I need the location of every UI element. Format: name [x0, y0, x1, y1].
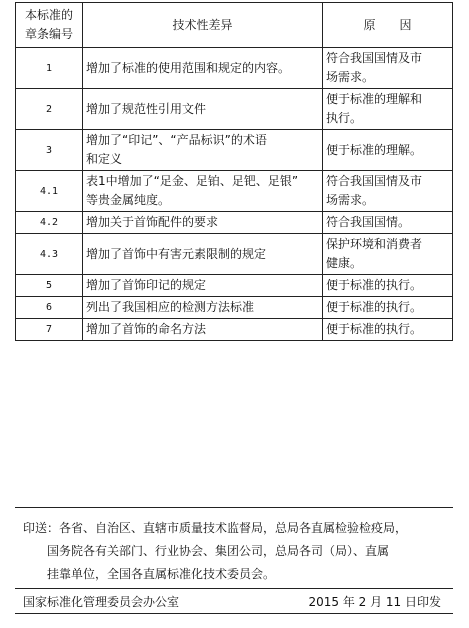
difference-cell — [83, 89, 323, 130]
difference-cell — [83, 319, 323, 341]
reason-line: 便于标准的执行。 — [326, 300, 423, 314]
reason-line: 便于标准的理解。 — [326, 142, 423, 157]
table-row — [16, 212, 453, 234]
technical-differences-table — [15, 2, 453, 341]
reason-cell — [323, 48, 453, 89]
difference-cell — [83, 234, 323, 275]
reason-line: 健康。 — [326, 256, 363, 270]
reason-line: 场需求。 — [326, 193, 375, 207]
reason-line: 符合我国国情及市 — [326, 174, 423, 188]
table-row — [16, 48, 453, 89]
table-row — [16, 297, 453, 319]
clause-number-cell: 6 — [16, 297, 83, 319]
reason-cell — [323, 212, 453, 234]
difference-line: 和定义 — [86, 152, 123, 166]
reason-cell — [323, 171, 453, 212]
reason-line: 便于标准的理解和 — [326, 92, 423, 106]
difference-line: 增加了首饰印记的规定 — [86, 278, 207, 292]
difference-cell — [83, 130, 323, 171]
table-header-row — [16, 3, 453, 48]
difference-line: 增加了规范性引用文件 — [86, 101, 207, 116]
difference-line: 增加了首饰的命名方法 — [86, 322, 207, 336]
table-row — [16, 234, 453, 275]
reason-line: 便于标准的执行。 — [326, 278, 423, 292]
reason-line: 保护环境和消费者 — [326, 237, 423, 251]
reason-cell — [323, 89, 453, 130]
recipients-line-2: 国务院各有关部门、行业协会、集团公司，总局各司（局）、直属 — [47, 544, 390, 558]
reason-cell — [323, 234, 453, 275]
table-row — [16, 130, 453, 171]
header-clause-number-line2: 章条编号 — [24, 27, 73, 41]
issuer-name: 国家标准化管理委员会办公室 — [23, 595, 180, 609]
header-clause-number — [16, 3, 83, 48]
table-body — [16, 48, 453, 341]
difference-line: 等贵金属纯度。 — [86, 193, 171, 207]
header-reason: 原 因 — [323, 3, 453, 48]
header-clause-number-line1: 本标准的 — [24, 8, 73, 22]
table-row — [16, 89, 453, 130]
reason-cell — [323, 319, 453, 341]
distribution-recipients — [15, 508, 453, 586]
difference-cell — [83, 171, 323, 212]
clause-number-cell: 4.1 — [16, 171, 83, 212]
reason-line: 便于标准的执行。 — [326, 322, 423, 336]
issuer-row — [15, 588, 453, 614]
clause-number-cell: 1 — [16, 48, 83, 89]
reason-line: 符合我国国情。 — [326, 215, 411, 229]
reason-cell — [323, 130, 453, 171]
clause-number-cell: 4.2 — [16, 212, 83, 234]
header-technical-difference: 技术性差异 — [83, 3, 323, 48]
difference-line: 增加了标准的使用范围和规定的内容。 — [86, 60, 291, 75]
difference-line: 增加了“印记”、“产品标识”的术语 — [86, 133, 267, 147]
clause-number-cell: 5 — [16, 275, 83, 297]
reason-cell — [323, 275, 453, 297]
difference-cell — [83, 297, 323, 319]
reason-cell — [323, 297, 453, 319]
issue-date: 2015 年 2 月 11 日印发 — [308, 595, 441, 609]
difference-line: 增加关于首饰配件的要求 — [86, 215, 219, 229]
difference-cell — [83, 212, 323, 234]
recipients-line-1: 印送：各省、自治区、直辖市质量技术监督局，总局各直属检验检疫局， — [23, 521, 408, 535]
difference-line: 列出了我国相应的检测方法标准 — [86, 300, 255, 314]
difference-line: 增加了首饰中有害元素限制的规定 — [86, 246, 267, 261]
clause-number-cell: 2 — [16, 89, 83, 130]
difference-cell — [83, 48, 323, 89]
table-row — [16, 319, 453, 341]
clause-number-cell: 4.3 — [16, 234, 83, 275]
table-row — [16, 275, 453, 297]
reason-line: 符合我国国情及市 — [326, 51, 423, 65]
reason-line: 执行。 — [326, 111, 363, 125]
distribution-block — [15, 507, 453, 586]
reason-line: 场需求。 — [326, 70, 375, 84]
table-row — [16, 171, 453, 212]
recipients-line-3: 挂靠单位，全国各直属标准化技术委员会。 — [47, 567, 276, 581]
difference-line: 表1中增加了“足金、足铂、足钯、足银” — [86, 174, 299, 188]
clause-number-cell: 7 — [16, 319, 83, 341]
difference-cell — [83, 275, 323, 297]
clause-number-cell: 3 — [16, 130, 83, 171]
